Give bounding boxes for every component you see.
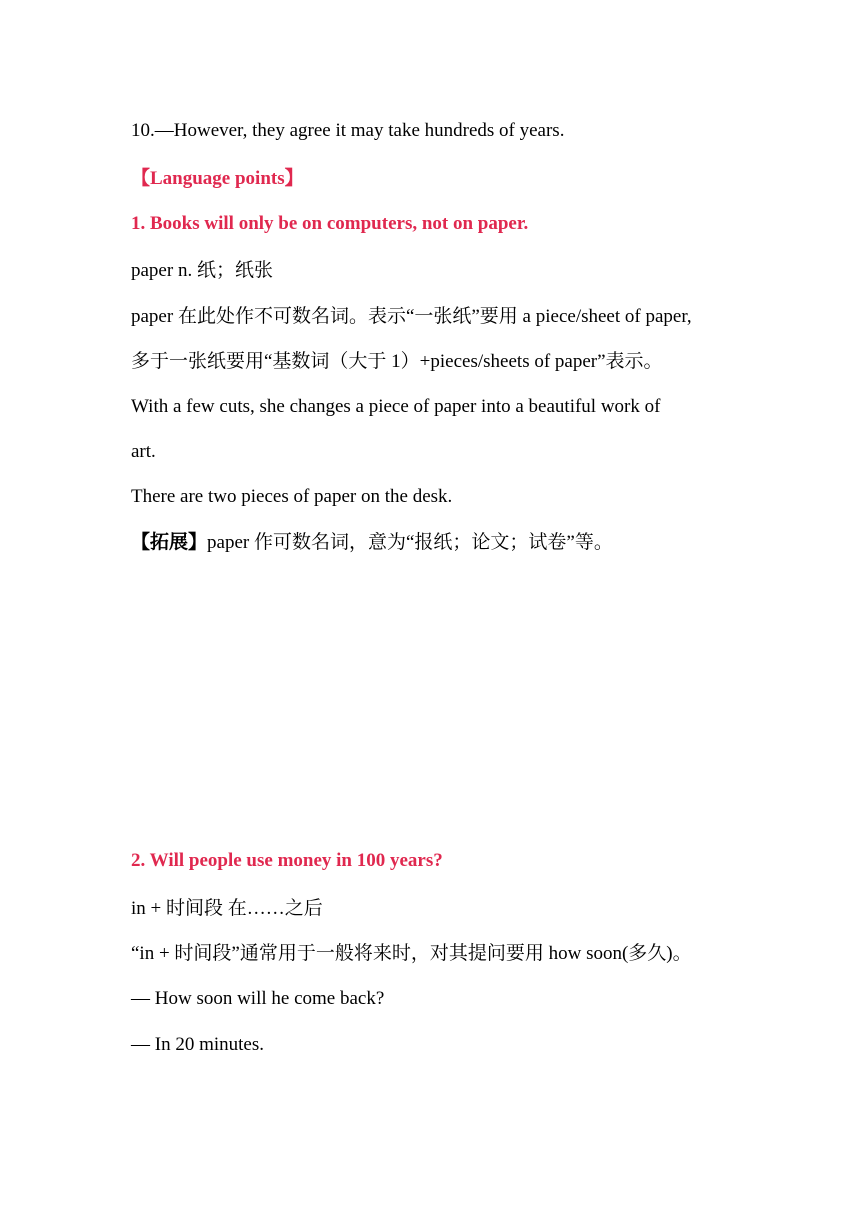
example-sentence-2: There are two pieces of paper on the desk. [131,486,453,507]
answer-line-10: 10.—However, they agree it may take hundreds of years. [131,120,565,141]
point-1-title: 1. Books will only be on computers, not on paper. [131,213,529,234]
dialog-question: — How soon will he come back? [131,988,385,1009]
expansion-text: paper 作可数名词，意为“报纸；论文；试卷”等。 [207,532,613,553]
point-2-note: “in + 时间段”通常用于一般将来时，对其提问要用 how soon(多久)。 [131,943,692,964]
point-1-definition: paper n. 纸；纸张 [131,260,273,281]
example-sentence-1-continued: art. [131,441,156,462]
expansion-label: 【拓展】 [131,532,208,553]
language-points-heading: 【Language points】 [131,168,304,189]
example-sentence-1: With a few cuts, she changes a piece of paper into a beautiful work of [131,396,661,417]
point-2-definition: in + 时间段 在……之后 [131,898,323,919]
point-1-note: paper 在此处作不可数名词。表示“一张纸”要用 a piece/sheet of paper, [131,306,692,327]
point-2-title: 2. Will people use money in 100 years? [131,850,443,871]
expansion-note [131,531,613,555]
dialog-answer: — In 20 minutes. [131,1034,264,1055]
point-1-note-continued: 多于一张纸要用“基数词（大于 1）+pieces/sheets of paper”表示。 [131,351,663,372]
